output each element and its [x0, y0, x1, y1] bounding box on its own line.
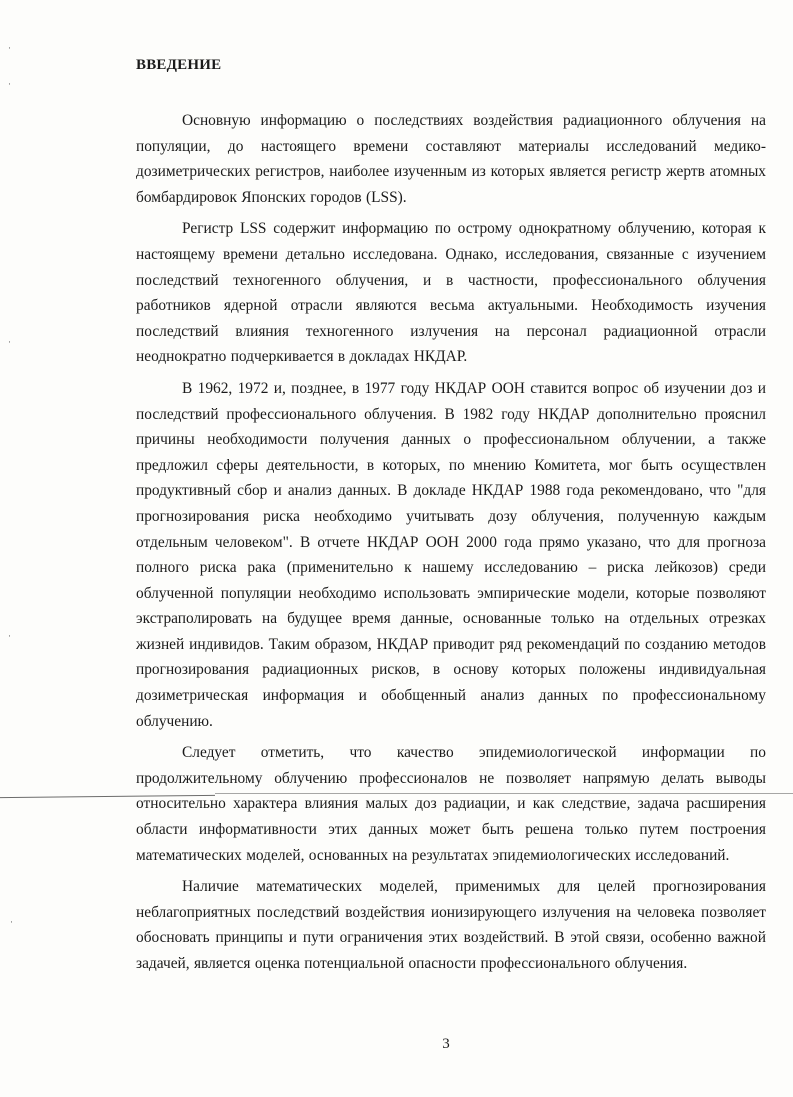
paragraph-lss-register: Регистр LSS содержит информацию по острому однократному облучению, которая к настоящему времени детально исследована. Однако, исследования, связанные с изучением последствий техногенного облучения, и в частности, профессионального облучения работников ядерной отрасли являются весьма актуальными. Необходимость изучения последствий влияния техногенного излучения на персонал радиационной отрасли неоднократно подчеркивается в докладах НКДАР. [136, 220, 766, 366]
scan-line-artifact [215, 793, 793, 794]
scan-speck: · [8, 337, 11, 347]
paragraph-intro: Основную информацию о последствиях воздействия радиационного облучения на популяции, до настоящего времени составляют материалы исследований медико-дозиметрических регистров, наиболее изученным из которых является регистр жертв атомных бомбардировок Японских городов (LSS). [136, 112, 766, 206]
scan-speck: · [8, 79, 11, 89]
paragraph-unscear-history: В 1962, 1972 и, позднее, в 1977 году НКДАР ООН ставится вопрос об изучении доз и последствий профессионального облучения. В 1982 году НКДАР дополнительно прояснил причины необходимости получения данных о профессиональном облучении, а также предложил сферы деятельности, в которых, по мнению Комитета, мог быть осуществлен продуктивный сбор и анализ данных. В докладе НКДАР 1988 года рекомендовано, что "для прогнозирования риска необходимо учитывать дозу облучения, полученную каждым отдельным человеком". В отчете НКДАР ООН 2000 года прямо указано, что для прогноза полного риска рака (применительно к нашему исследованию – риска лейкозов) среди облученной популяции необходимо использовать эмпирические модели, которые позволяют экстраполировать на будущее время данные, основанные только на отдельных отрезках жизней индивидов. Таким образом, НКДАР приводит ряд рекомендаций по созданию методов прогнозирования радиационных рисков, в основу которых положены индивидуальная дозиметрическая информация и обобщенный анализ данных по профессиональному облучению. [136, 379, 766, 730]
scan-speck: · [10, 917, 13, 927]
body-text [136, 108, 766, 983]
page-number: 3 [442, 1036, 450, 1052]
paragraph-models: Наличие математических моделей, применимых для целей прогнозирования неблагоприятных последствий воздействия ионизирующего излучения на человека позволяет обосновать принципы и пути ограничения этих воздействий. В этой связи, особенно важной задачей, является оценка потенциальной опасности профессионального облучения. [136, 878, 766, 972]
section-heading: ВВЕДЕНИЕ [136, 57, 222, 73]
scan-speck: · [8, 43, 11, 53]
paragraph-data-quality: Следует отметить, что качество эпидемиологической информации по продолжительному облучению профессионалов не позволяет напрямую делать выводы относительно характера влияния малых доз радиации, и как следствие, задача расширения области информативности этих данных может быть решена только путем построения математических моделей, основанных на результатах эпидемиологических исследований. [136, 744, 766, 864]
scan-speck: · [8, 631, 11, 641]
